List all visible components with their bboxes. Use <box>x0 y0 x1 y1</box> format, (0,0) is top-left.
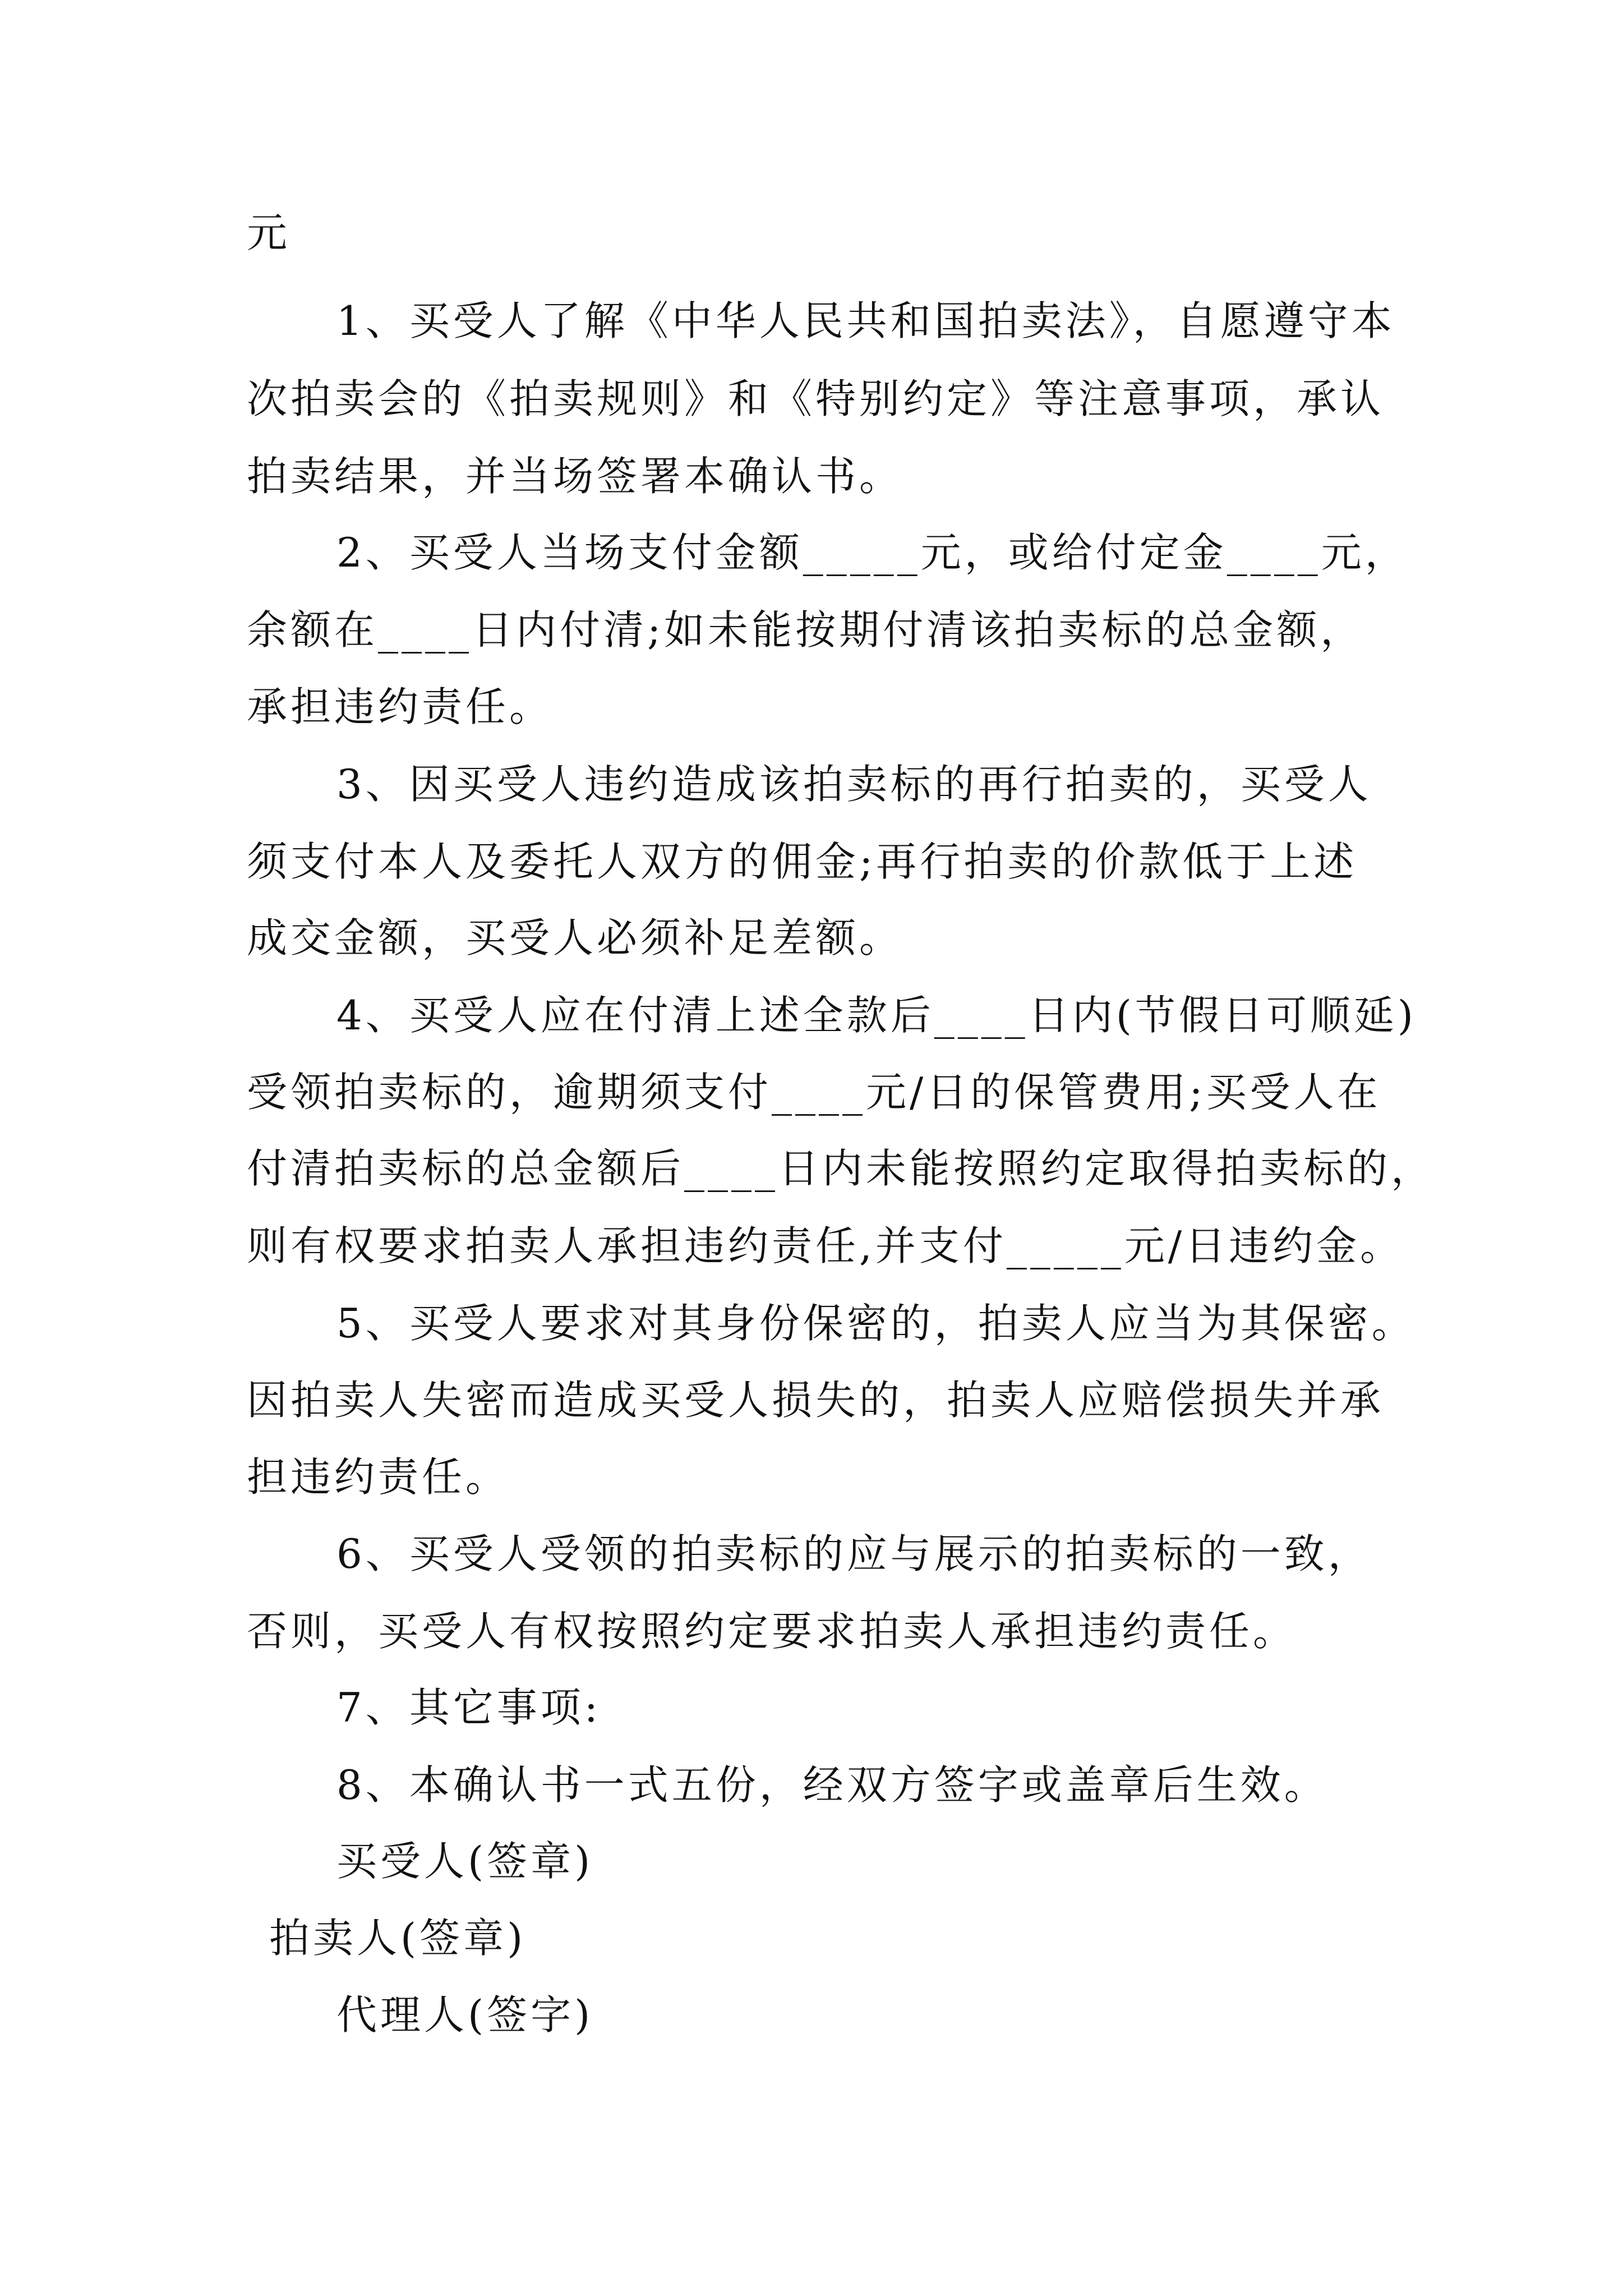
clause-2-line: 2、买受人当场支付金额_____元，或给付定金____元， <box>336 529 1409 576</box>
clause-6-line: 否则，买受人有权按照约定要求拍卖人承担违约责任。 <box>247 1608 1297 1655</box>
clause-8-line: 8、本确认书一式五份，经双方签字或盖章后生效。 <box>336 1761 1328 1809</box>
clause-4-line: 付清拍卖标的总金额后____日内未能按照约定取得拍卖标的， <box>247 1145 1435 1192</box>
text-line: 元 <box>247 209 291 256</box>
clause-4-line: 4、买受人应在付清上述全款后____日内(节假日可顺延) <box>336 992 1417 1039</box>
clause-1-line: 次拍卖会的《拍卖规则》和《特别约定》等注意事项，承认 <box>247 375 1385 422</box>
clause-5-line: 因拍卖人失密而造成买受人损失的，拍卖人应赔偿损失并承 <box>247 1377 1385 1424</box>
clause-1-line: 拍卖结果，并当场签署本确认书。 <box>247 453 903 500</box>
clause-4-line: 则有权要求拍卖人承担违约责任,并支付_____元/日违约金。 <box>247 1222 1404 1269</box>
clause-3-line: 成交金额，买受人必须补足差额。 <box>247 914 903 961</box>
clause-5-line: 5、买受人要求对其身份保密的，拍卖人应当为其保密。 <box>336 1300 1415 1347</box>
clause-4-line: 受领拍卖标的，逾期须支付____元/日的保管费用;买受人在 <box>247 1069 1381 1116</box>
auctioneer-signature-label: 拍卖人(签章) <box>269 1915 527 1962</box>
clause-5-line: 担违约责任。 <box>247 1453 510 1501</box>
buyer-signature-label: 买受人(签章) <box>336 1838 594 1885</box>
clause-2-line: 余额在____日内付清;如未能按期付清该拍卖标的总金额， <box>247 606 1364 654</box>
agent-signature-label: 代理人(签字) <box>336 1991 594 2039</box>
clause-1-line: 1、买受人了解《中华人民共和国拍卖法》，自愿遵守本 <box>336 297 1395 344</box>
clause-3-line: 须支付本人及委托人双方的佣金;再行拍卖的价款低于上述 <box>247 838 1358 885</box>
clause-6-line: 6、买受人受领的拍卖标的应与展示的拍卖标的一致， <box>336 1530 1372 1577</box>
clause-3-line: 3、因买受人违约造成该拍卖标的再行拍卖的，买受人 <box>336 761 1372 808</box>
clause-2-line: 承担违约责任。 <box>247 683 554 730</box>
clause-7-line: 7、其它事项: <box>336 1684 602 1731</box>
